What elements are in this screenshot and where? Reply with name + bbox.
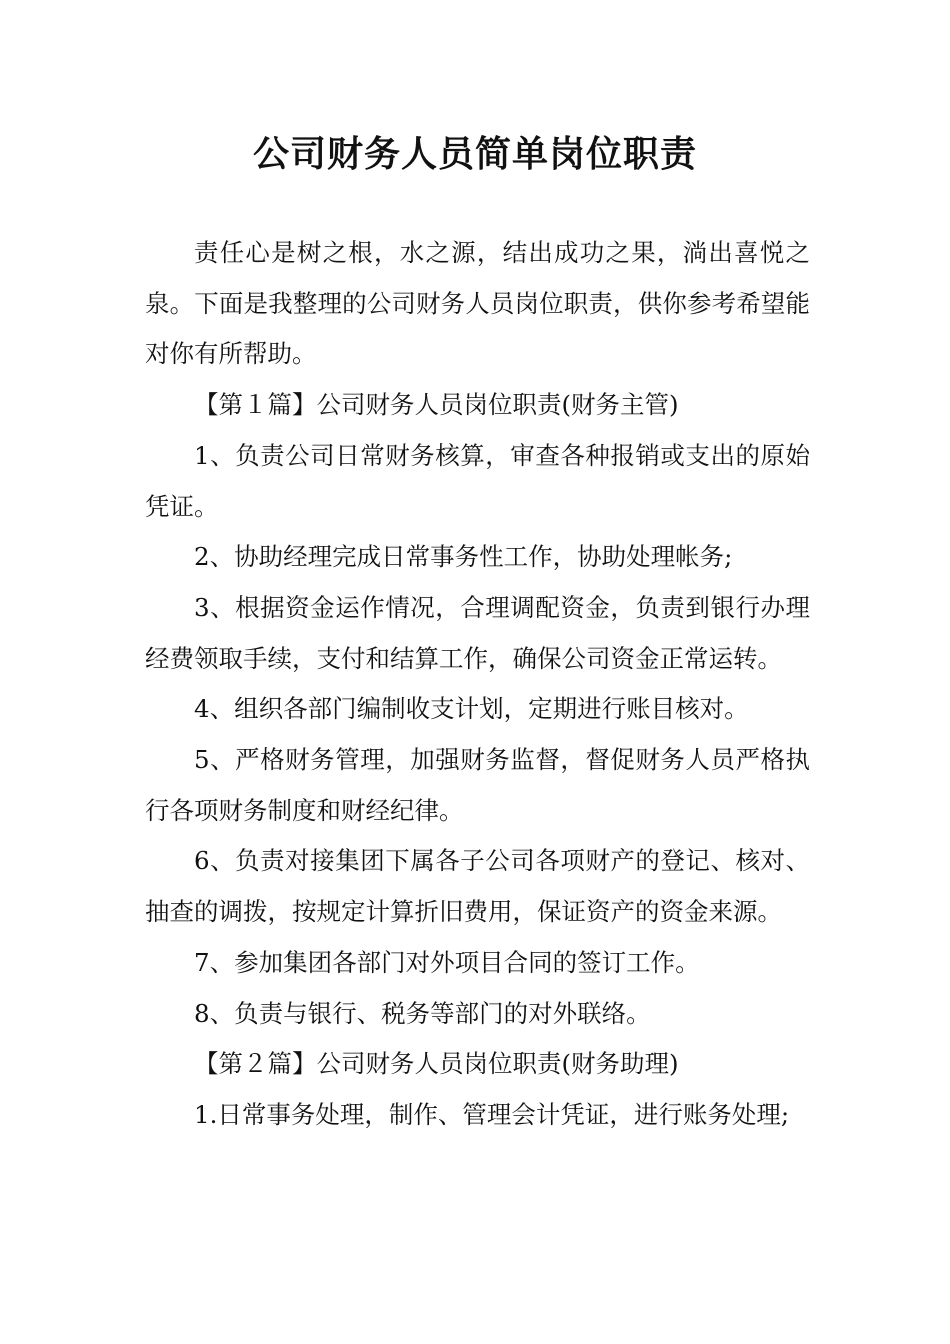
section-heading-2: 【第２篇】公司财务人员岗位职责(财务助理) [194, 1049, 679, 1079]
document-title: 公司财务人员简单岗位职责 [252, 134, 697, 175]
list-item: 1.日常事务处理，制作、管理会计凭证，进行账务处理; [194, 1099, 790, 1129]
list-item: 2、协助经理完成日常事务性工作，协助处理帐务; [194, 542, 733, 572]
list-item: 4、组织各部门编制收支计划，定期进行账目核对。 [194, 694, 749, 724]
list-item: 5、严格财务管理，加强财务监督，督促财务人员严格执行各项财务制度和财经纪律。 [145, 745, 810, 825]
intro-paragraph: 责任心是树之根，水之源，结出成功之果，淌出喜悦之泉。下面是我整理的公司财务人员岗位职责，供你参考希望能对你有所帮助。 [145, 238, 810, 369]
list-item: 3、根据资金运作情况，合理调配资金，负责到银行办理经费领取手续，支付和结算工作，确保公司资金正常运转。 [145, 592, 810, 673]
document-body [145, 228, 810, 1141]
list-item: 7、参加集团各部门对外项目合同的签订工作。 [194, 947, 700, 977]
list-item: 1、负责公司日常财务核算，审查各种报销或支出的原始凭证。 [145, 440, 810, 521]
list-item: 6、负责对接集团下属各子公司各项财产的登记、核对、抽查的调拨，按规定计算折旧费用，保证资产的资金来源。 [145, 846, 810, 927]
list-item: 8、负责与银行、税务等部门的对外联络。 [194, 998, 651, 1028]
section-heading-1: 【第１篇】公司财务人员岗位职责(财务主管) [194, 390, 679, 420]
